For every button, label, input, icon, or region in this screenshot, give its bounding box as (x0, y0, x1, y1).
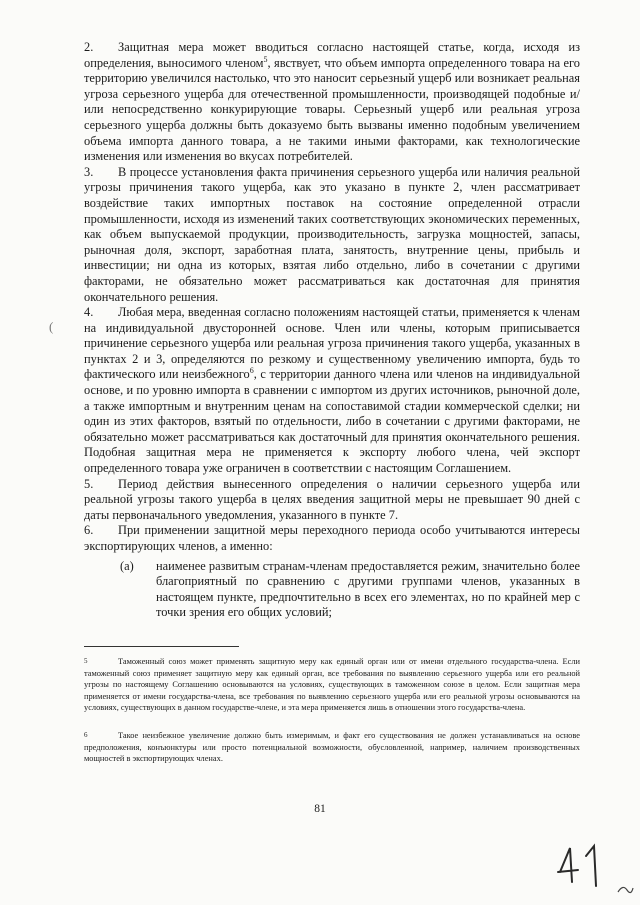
paragraph-text-continued: , явствует, что объем импорта определенного товара на его территорию увеличился настолько, что это наносит серьезный ущерб или возникает реальная угроза серьезного ущерба для отечественной промышленности, производящей подобные и/или непосредственно конкурирующие товары. Серьезный ущерб или реальная угроза серьезного ущерба должны быть доказуемо быть вызваны именно подобным увеличением объема импорта данного товара, а не такими иными факторами, как технологические изменения или изменения во вкусах потребителей. (84, 55, 580, 164)
paragraph-text: Период действия вынесенного определения о наличии серьезного ущерба или реальной угрозы такого ущерба в целях введения защитной меры не превышает 90 дней с даты первоначального уведомления, указанного в пункте 7. (84, 476, 580, 522)
main-text (84, 40, 580, 621)
margin-mark: ( (49, 319, 54, 334)
footnote-divider (84, 646, 239, 647)
paragraph-text: При применении защитной меры переходного периода особо учитываются интересы экспортирующих членов, а именно: (84, 523, 580, 553)
subitem-label: (a) (120, 558, 134, 573)
handwritten-page-number (556, 842, 602, 890)
footnote-text: Таможенный союз может применять защитную меру как единый орган или от имени отдельного государства-члена. Если таможенный союз применяет защитную меру как единый орган, все требования по выявлению серьезного ущерба или его реальной угрозы по настоящему Соглашению основываются на условиях, существующих в таможенном союзе в целом. Если защитная мера применяется от имени государства-члена, все требования по выявлению серьезного ущерба или его реальной угрозы основываются на условиях, существующих в данном государстве-члене, и эта мера применяется лишь в отношении этого государства-члена. (84, 657, 580, 713)
footnote-6 (84, 730, 580, 765)
paragraph-4 (84, 305, 580, 477)
page-number: 81 (314, 803, 326, 815)
corner-scribble (615, 878, 635, 898)
footnote-reference[interactable]: 6 (249, 366, 254, 376)
paragraph-2 (84, 40, 580, 165)
paragraph-text-continued: , с территории данного члена или членов на индивидуальной основе, и по уровню импорта в сравнении с импортом из других источников, рыночной доле, а также импортным и внутренним ценам на сопоставимой стадии коммерческой сделки; ни один из этих факторов, взятый по отдельности, либо в сочетании с другими факторами, не обязательно может рассматриваться как достаточный для принятия окончательного решения. Подобная защитная мера не применяется к экспорту любого члена, чей экспорт определенного товара уже ограничен в соответствии с настоящим Соглашением. (84, 367, 580, 476)
footnote-number: 6 (84, 730, 88, 739)
footnote-reference[interactable]: 5 (263, 54, 268, 64)
footnotes (84, 656, 580, 781)
paragraph-number: 5. (84, 476, 94, 491)
footnote-5 (84, 656, 580, 714)
subitem-text: наименее развитым странам-членам предоставляется режим, значительно более благоприятный по сравнению с другими группами членов, указанных в настоящем пункте, предпочтительно в всех его элементах, но по крайней мер с точки зрения его общих условий; (156, 558, 580, 620)
paragraph-6 (84, 523, 580, 554)
paragraph-text: Защитная мера может вводиться согласно настоящей статье, когда, исходя из определения, выносимого членом (84, 40, 580, 70)
paragraph-5 (84, 477, 580, 524)
paragraph-number: 2. (84, 40, 94, 54)
subitem-a (84, 559, 580, 621)
paragraph-number: 3. (84, 164, 94, 179)
paragraph-text: В процессе установления факта причинения серьезного ущерба или наличия реальной угрозы причинения такого ущерба, как это указано в пункте 2, член рассматривает воздействие таких импортных поставок на состояние определенной отрасли промышленности, исходя из изменений таких соответствующих экономических переменных, как объем выпускаемой продукции, производительность, загрузка мощностей, запасы, рыночная доля, экспорт, заработная плата, занятость, внутренние цены, прибыль и инвестиции; ни одна из которых, взятая либо отдельно, либо в сочетании с другими факторами, не обязательно может рассматриваться как достаточная для принятия окончательного решения. (84, 164, 580, 304)
footnote-text: Такое неизбежное увеличение должно быть измеримым, и факт его существования не должен устанавливаться на основе предположения, конъюнктуры или просто потенциальной возможности, обусловленной, например, наличием производственных мощностей в экспортирующих членах. (84, 730, 580, 764)
paragraph-text: Любая мера, введенная согласно положениям настоящей статьи, применяется к членам на индивидуальной двусторонней основе. Член или члены, которым приписывается причинение серьезного ущерба или реальная угроза причинения такого ущерба, указанных в пунктах 2 и 3, определяются по резкому и существенному увеличению импорта, будь то фактического или неизбежного (84, 305, 580, 382)
footnote-number: 5 (84, 657, 88, 665)
paragraph-3 (84, 165, 580, 305)
paragraph-number: 4. (84, 305, 94, 320)
paragraph-number: 6. (84, 523, 94, 538)
